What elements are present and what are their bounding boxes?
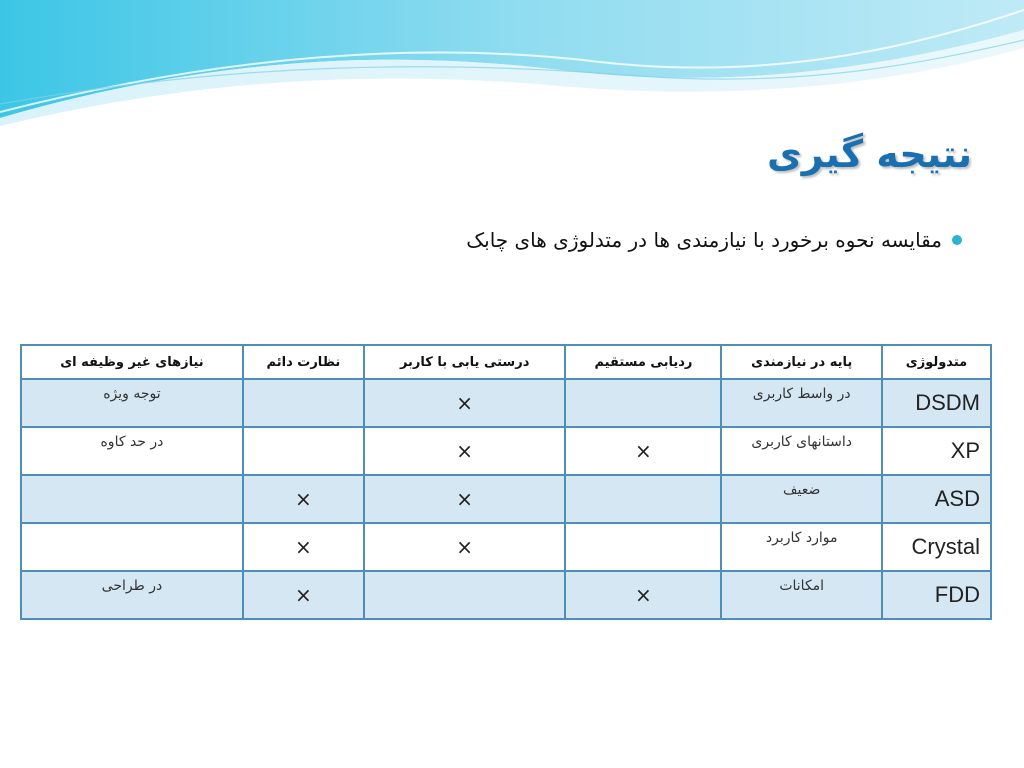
cell-non-functional [21,523,243,571]
slide-title: نتیجه گیری [766,132,972,176]
header-non-functional-requirements: نیازهای غیر وظیفه ای [21,345,243,379]
bullet-dot-icon [952,235,962,245]
cell-continuous-monitoring: × [243,523,364,571]
cell-methodology: FDD [882,571,991,619]
bullet-item [466,228,962,252]
cell-methodology: DSDM [882,379,991,427]
table-row [21,571,991,619]
cell-requirements-basis: امکانات [721,571,882,619]
cell-methodology: Crystal [882,523,991,571]
cell-direct-tracing [565,379,721,427]
cell-user-validation: × [364,427,566,475]
cell-direct-tracing: × [565,427,721,475]
cell-user-validation: × [364,379,566,427]
cell-direct-tracing [565,523,721,571]
comparison-table [20,344,992,620]
cell-continuous-monitoring [243,427,364,475]
table-row [21,475,991,523]
cell-user-validation [364,571,566,619]
cell-methodology: XP [882,427,991,475]
header-methodology: متدولوژی [882,345,991,379]
cell-direct-tracing: × [565,571,721,619]
table-header-row [21,345,991,379]
cell-continuous-monitoring: × [243,571,364,619]
header-requirements-basis: پایه در نیازمندی [721,345,882,379]
cell-methodology: ASD [882,475,991,523]
cell-user-validation: × [364,475,566,523]
cell-requirements-basis: موارد کاربرد [721,523,882,571]
table-row [21,379,991,427]
cell-continuous-monitoring [243,379,364,427]
table-row [21,523,991,571]
cell-requirements-basis: ضعیف [721,475,882,523]
table-row [21,427,991,475]
cell-non-functional: در حد کاوه [21,427,243,475]
header-wave-decoration [0,0,1024,130]
header-direct-tracing: ردیابی مستقیم [565,345,721,379]
cell-direct-tracing [565,475,721,523]
cell-non-functional: در طراحی [21,571,243,619]
header-continuous-monitoring: نظارت دائم [243,345,364,379]
cell-requirements-basis: داستانهای کاربری [721,427,882,475]
cell-non-functional [21,475,243,523]
cell-user-validation: × [364,523,566,571]
cell-continuous-monitoring: × [243,475,364,523]
cell-requirements-basis: در واسط کاربری [721,379,882,427]
header-user-validation: درستی یابی با کاربر [364,345,566,379]
cell-non-functional: توجه ویژه [21,379,243,427]
bullet-text: مقایسه نحوه برخورد با نیازمندی ها در متدلوژی های چابک [466,228,942,252]
